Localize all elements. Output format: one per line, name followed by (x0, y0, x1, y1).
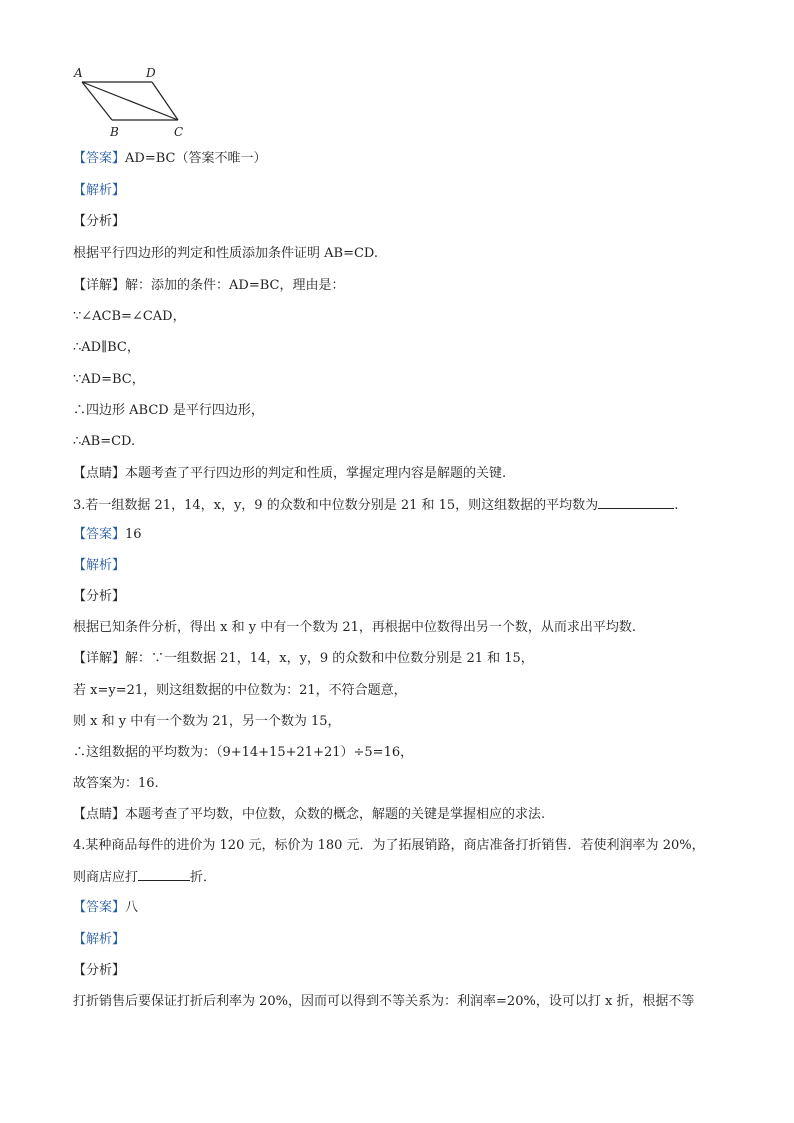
q3-comment: 本题考查了平均数，中位数，众数的概念，解题的关键是掌握相应的求法. (125, 807, 546, 822)
q2-comment: 本题考查了平行四边形的判定和性质，掌握定理内容是解题的关键. (125, 466, 507, 481)
parallelogram-figure (70, 62, 200, 142)
q3-fenxi-tag-line (73, 588, 723, 606)
q3-answer-blank (598, 496, 674, 509)
q2-fenxi-text: 根据平行四边形的判定和性质添加条件证明 AB=CD. (73, 246, 379, 261)
q4-analysis-tag-line (73, 931, 723, 949)
q3-answer-line (73, 526, 723, 544)
analysis-tag: 【解析】 (73, 558, 126, 573)
q2-step: ∵∠ACB=∠CAD， (73, 309, 186, 324)
q3-answer: 16 (125, 527, 142, 542)
q4-fenxi-tag-line (73, 962, 723, 980)
fenxi-tag: 【分析】 (73, 214, 126, 229)
vertex-label-d: D (146, 66, 156, 80)
q4-stem-line1: 4.某种商品每件的进价为 120 元，标价为 180 元．为了拓展销路，商店准备打折销售．若使利润率为 20%， (73, 838, 705, 853)
answer-tag: 【答案】 (73, 527, 126, 542)
analysis-tag: 【解析】 (73, 183, 126, 198)
comment-tag: 【点睛】 (73, 466, 126, 481)
vertex-label-b: B (110, 125, 119, 139)
q4-answer-line (73, 899, 723, 917)
q2-step: ∴AB=CD. (73, 434, 136, 449)
q2-comment-line (73, 465, 723, 483)
q2-step: ∴AD∥BC， (73, 340, 140, 355)
q4-stem-text: 则商店应打 (73, 870, 139, 885)
q3-fenxi-text: 根据已知条件分析，得出 x 和 y 中有一个数为 21，再根据中位数得出另一个数，从而求出平均数. (73, 620, 637, 635)
q3-detail: 解：∵一组数据 21，14，x，y，9 的众数和中位数分别是 21 和 15， (125, 651, 534, 666)
q3-stem (73, 496, 723, 515)
comment-tag: 【点睛】 (73, 807, 126, 822)
q4-stem-line2 (73, 868, 723, 887)
q3-stem-text: 3.若一组数据 21，14，x，y，9 的众数和中位数分别是 21 和 15，则这组数据的平均数为 (73, 498, 599, 513)
fenxi-tag: 【分析】 (73, 963, 126, 978)
q3-stem-end: . (674, 498, 679, 513)
q3-step: ∴这组数据的平均数为：（9+14+15+21+21）÷5=16， (73, 745, 414, 760)
fenxi-tag: 【分析】 (73, 589, 126, 604)
q3-detail-line (73, 650, 723, 668)
q2-step: ∴四边形 ABCD 是平行四边形， (73, 403, 264, 418)
detail-tag: 【详解】 (73, 278, 126, 293)
vertex-label-c: C (174, 125, 184, 139)
q2-fenxi-tag-line (73, 213, 723, 231)
q4-answer: 八 (125, 900, 139, 915)
q2-answer: AD=BC（答案不唯一） (125, 151, 267, 166)
q2-step: ∵AD=BC， (73, 372, 145, 387)
answer-tag: 【答案】 (73, 900, 126, 915)
vertex-label-a: A (74, 66, 83, 80)
q3-comment-line (73, 806, 723, 824)
q2-answer-line (73, 150, 723, 168)
q3-analysis-tag-line (73, 557, 723, 575)
q2-detail-line (73, 277, 723, 295)
q3-step: 若 x=y=21，则这组数据的中位数为：21，不符合题意， (73, 683, 407, 698)
detail-tag: 【详解】 (73, 651, 126, 666)
q3-step: 故答案为：16. (73, 776, 159, 791)
q2-analysis-tag-line (73, 182, 723, 200)
q4-stem-end: 折． (190, 870, 217, 885)
q2-detail: 解：添加的条件：AD=BC，理由是： (125, 278, 345, 293)
q4-answer-blank (138, 868, 190, 881)
q4-fenxi-text: 打折销售后要保证打折后利率为 20%，因而可以得到不等关系为：利润率=20%，设可以打 x 折，根据不等 (73, 994, 695, 1009)
analysis-tag: 【解析】 (73, 932, 126, 947)
q3-step: 则 x 和 y 中有一个数为 21，另一个数为 15， (73, 714, 341, 729)
answer-tag: 【答案】 (73, 151, 126, 166)
